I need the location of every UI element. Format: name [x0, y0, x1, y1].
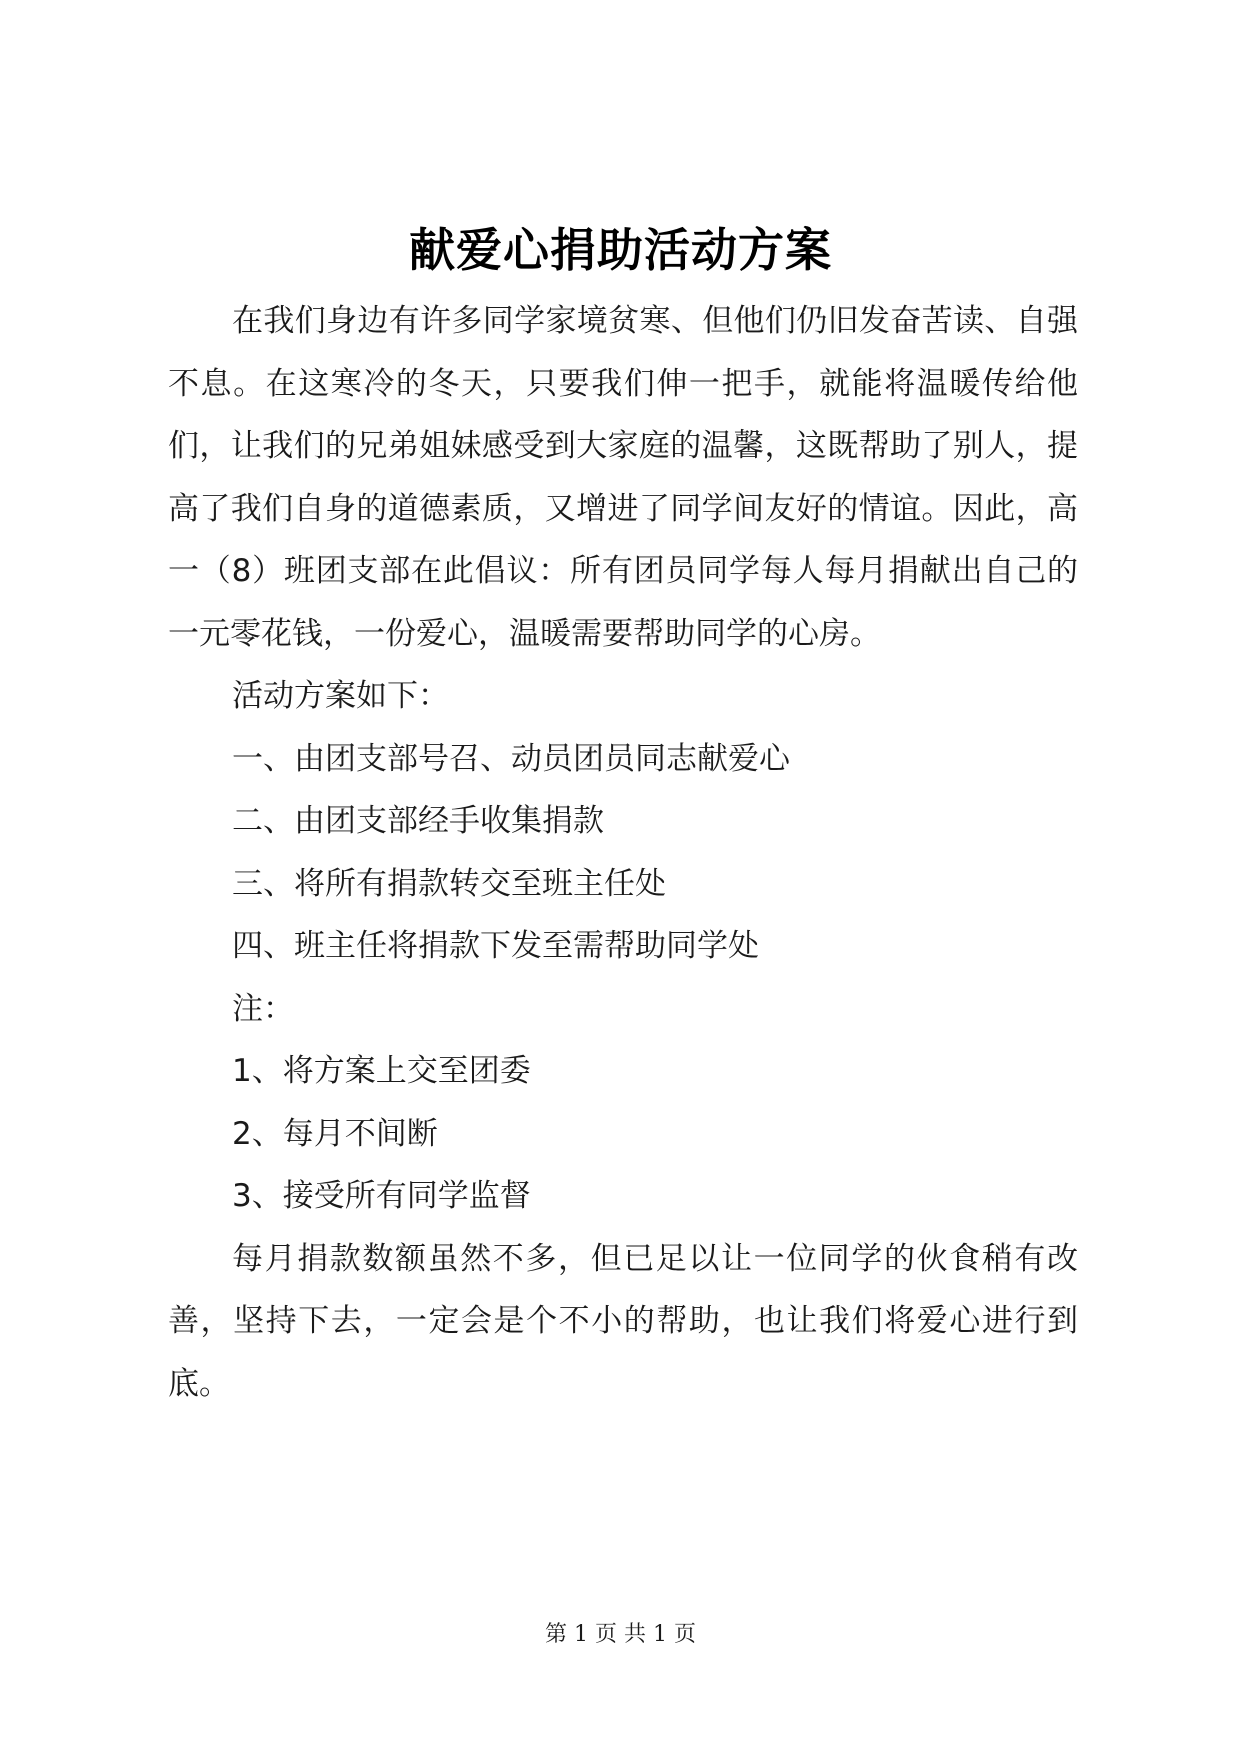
document-body [168, 290, 1078, 1415]
plan-item-4: 四、班主任将捐款下发至需帮助同学处 [232, 928, 759, 964]
note-item-1: 1、将方案上交至团委 [232, 1053, 531, 1089]
page-footer: 第 1 页 共 1 页 [545, 1622, 696, 1647]
plan-item-3: 三、将所有捐款转交至班主任处 [232, 865, 666, 902]
plan-item-2: 二、由团支部经手收集捐款 [232, 803, 604, 839]
paragraph-plan-heading: 活动方案如下： [232, 678, 449, 714]
note-item-3: 3、接受所有同学监督 [232, 1178, 531, 1214]
plan-item-1: 一、由团支部号召、动员团员同志献爱心 [232, 740, 790, 777]
document-title: 献爱心捐助活动方案 [409, 223, 832, 277]
notes-heading: 注： [232, 990, 294, 1027]
paragraph-intro: 在我们身边有许多同学家境贫寒、但他们仍旧发奋苦读、自强不息。在这寒冷的冬天，只要我们伸一把手，就能将温暖传给他们，让我们的兄弟姐妹感受到大家庭的温馨，这既帮助了别人，提高了我们自身的道德素质，又增进了同学间友好的情谊。因此，高一（8）班团支部在此倡议：所有团员同学每人每月捐献出自己的一元零花钱，一份爱心，温暖需要帮助同学的心房。 [168, 303, 1078, 652]
note-item-2: 2、每月不间断 [232, 1115, 438, 1152]
paragraph-closing: 每月捐款数额虽然不多，但已足以让一位同学的伙食稍有改善，坚持下去，一定会是个不小的帮助，也让我们将爱心进行到底。 [168, 1240, 1078, 1402]
